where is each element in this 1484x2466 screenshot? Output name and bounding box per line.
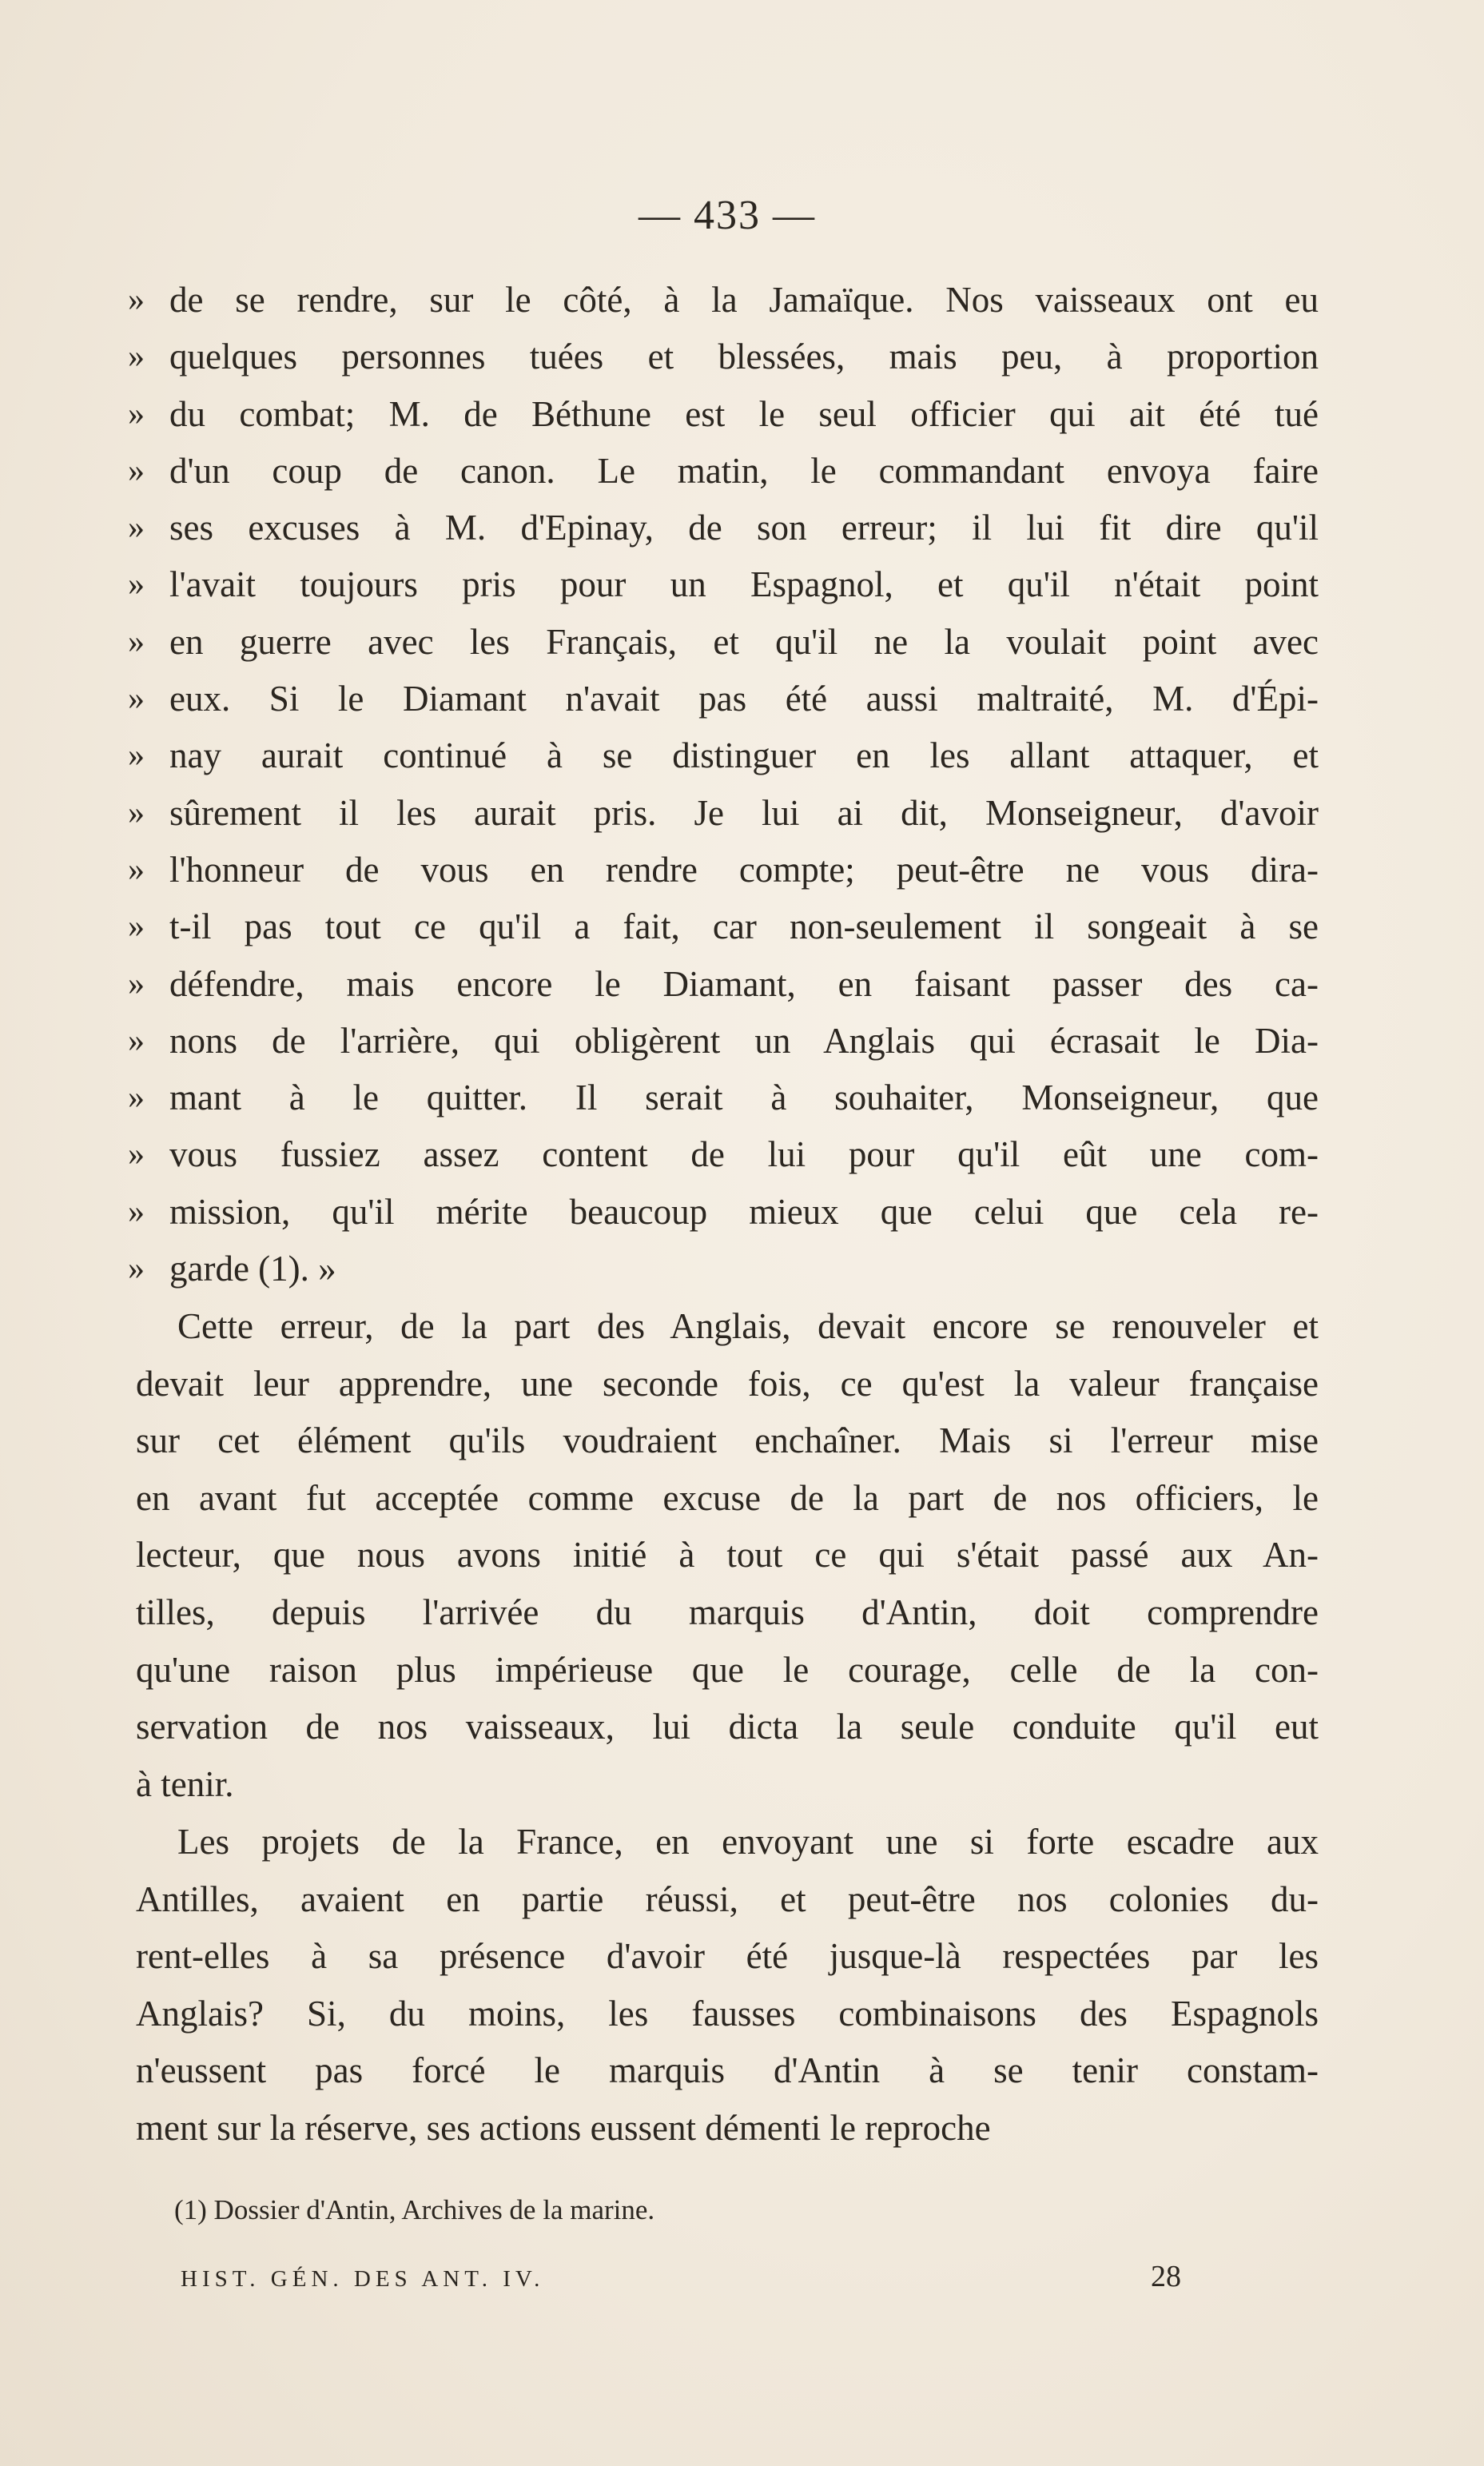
quotation-block [128,272,1319,1297]
quote-line [128,500,1319,556]
quote-line-text: vous fussiez assez content de lui pour qu'il eût une com- [169,1134,1319,1175]
text-line: Cette erreur, de la part des Anglais, devait encore se renouveler et [177,1306,1319,1346]
quote-line-text: nons de l'arrière, qui obligèrent un Anglais qui écrasait le Dia- [169,1020,1319,1061]
signature-mark: HIST. GÉN. DES ANT. IV. [181,2266,545,2292]
text-line: lecteur, que nous avons initié à tout ce qui s'était passé aux An- [136,1535,1319,1576]
quote-line-text: mant à le quitter. Il serait à souhaiter, Monseigneur, que [169,1078,1319,1118]
quote-line [128,329,1319,385]
text-line: n'eussent pas forcé le marquis d'Antin à se tenir constam- [136,2050,1319,2091]
quote-line [128,443,1319,500]
text-line: servation de nos vaisseaux, lui dicta la seule conduite qu'il eut [136,1707,1319,1747]
text-line: à tenir. [136,1763,234,1804]
text-line: tilles, depuis l'arrivée du marquis d'Antin, doit comprendre [136,1592,1319,1632]
quote-line [128,556,1319,613]
quote-line [128,898,1319,955]
quote-line-text: de se rendre, sur le côté, à la Jamaïque. Nos vaisseaux ont eu [169,280,1319,320]
paragraph-2 [136,1814,1319,2157]
quote-line [128,1126,1319,1183]
quote-mark: » [128,1193,145,1230]
quote-line [128,956,1319,1013]
quote-line [128,1013,1319,1070]
quote-line-text: eux. Si le Diamant n'avait pas été aussi maltraité, M. d'Épi- [169,679,1319,719]
quote-line-text: t-il pas tout ce qu'il a fait, car non-seulement il songeait à se [169,906,1319,947]
quote-mark: » [128,566,145,604]
quote-mark: » [128,737,145,775]
footnote: (1) Dossier d'Antin, Archives de la marine. [174,2194,655,2225]
text-line: sur cet élément qu'ils voudraient enchaîner. Mais si l'erreur mise [136,1420,1319,1461]
quote-mark: » [128,623,145,660]
quote-mark: » [128,794,145,831]
text-line: en avant fut acceptée comme excuse de la part de nos officiers, le [136,1477,1319,1518]
quote-line [128,386,1319,443]
quote-line-text: nay aurait continué à se distinguer en les allant attaquer, et [169,735,1319,776]
quote-line [128,671,1319,727]
quote-line-text: garde (1). » [169,1249,336,1289]
text-line: Anglais? Si, du moins, les fausses combinaisons des Espagnols [136,1993,1319,2034]
quote-mark: » [128,395,145,432]
quote-mark: » [128,1250,145,1288]
text-line: qu'une raison plus impérieuse que le courage, celle de la con- [136,1649,1319,1690]
quote-mark: » [128,338,145,376]
paragraph-1 [136,1298,1319,1813]
quote-mark: » [128,281,145,318]
quote-line [128,842,1319,898]
text-line: rent-elles à sa présence d'avoir été jusque-là respectées par les [136,1936,1319,1977]
quote-line-text: défendre, mais encore le Diamant, en faisant passer des ca- [169,963,1319,1004]
quote-mark: » [128,1136,145,1173]
quote-line-text: du combat; M. de Béthune est le seul officier qui ait été tué [169,393,1319,434]
quote-line-text: quelques personnes tuées et blessées, mais peu, à proportion [169,337,1319,377]
quote-line-text: ses excuses à M. d'Epinay, de son erreur; il lui fit dire qu'il [169,508,1319,548]
quote-mark: » [128,851,145,888]
quote-line [128,727,1319,784]
quote-line [128,272,1319,329]
text-line: Antilles, avaient en partie réussi, et peut-être nos colonies du- [136,1878,1319,1919]
quote-mark: » [128,1022,145,1059]
quote-line [128,1070,1319,1126]
quote-mark: » [128,965,145,1002]
quote-line [128,785,1319,842]
quote-line [128,614,1319,671]
text-line: devait leur apprendre, une seconde fois, ce qu'est la valeur française [136,1363,1319,1404]
quote-mark: » [128,680,145,718]
text-line: ment sur la réserve, ses actions eussent démenti le reproche [136,2107,991,2148]
page-number: — 433 — [639,193,816,238]
quote-line [128,1241,1319,1297]
quote-line-text: l'honneur de vous en rendre compte; peut-être ne vous dira- [169,849,1319,890]
text-line: Les projets de la France, en envoyant une si forte escadre aux [177,1822,1319,1862]
quote-line-text: mission, qu'il mérite beaucoup mieux que celui que cela re- [169,1191,1319,1232]
quote-mark: » [128,1079,145,1117]
quote-mark: » [128,908,145,946]
quote-line-text: l'avait toujours pris pour un Espagnol, et qu'il n'était point [169,564,1319,605]
quote-line-text: d'un coup de canon. Le matin, le commandant envoya faire [169,450,1319,491]
quote-mark: » [128,509,145,547]
quote-line-text: en guerre avec les Français, et qu'il ne la voulait point avec [169,621,1319,662]
gathering-number: 28 [1151,2260,1181,2293]
quote-line-text: sûrement il les aurait pris. Je lui ai dit, Monseigneur, d'avoir [169,792,1319,833]
quote-mark: » [128,452,145,489]
quote-line [128,1184,1319,1241]
